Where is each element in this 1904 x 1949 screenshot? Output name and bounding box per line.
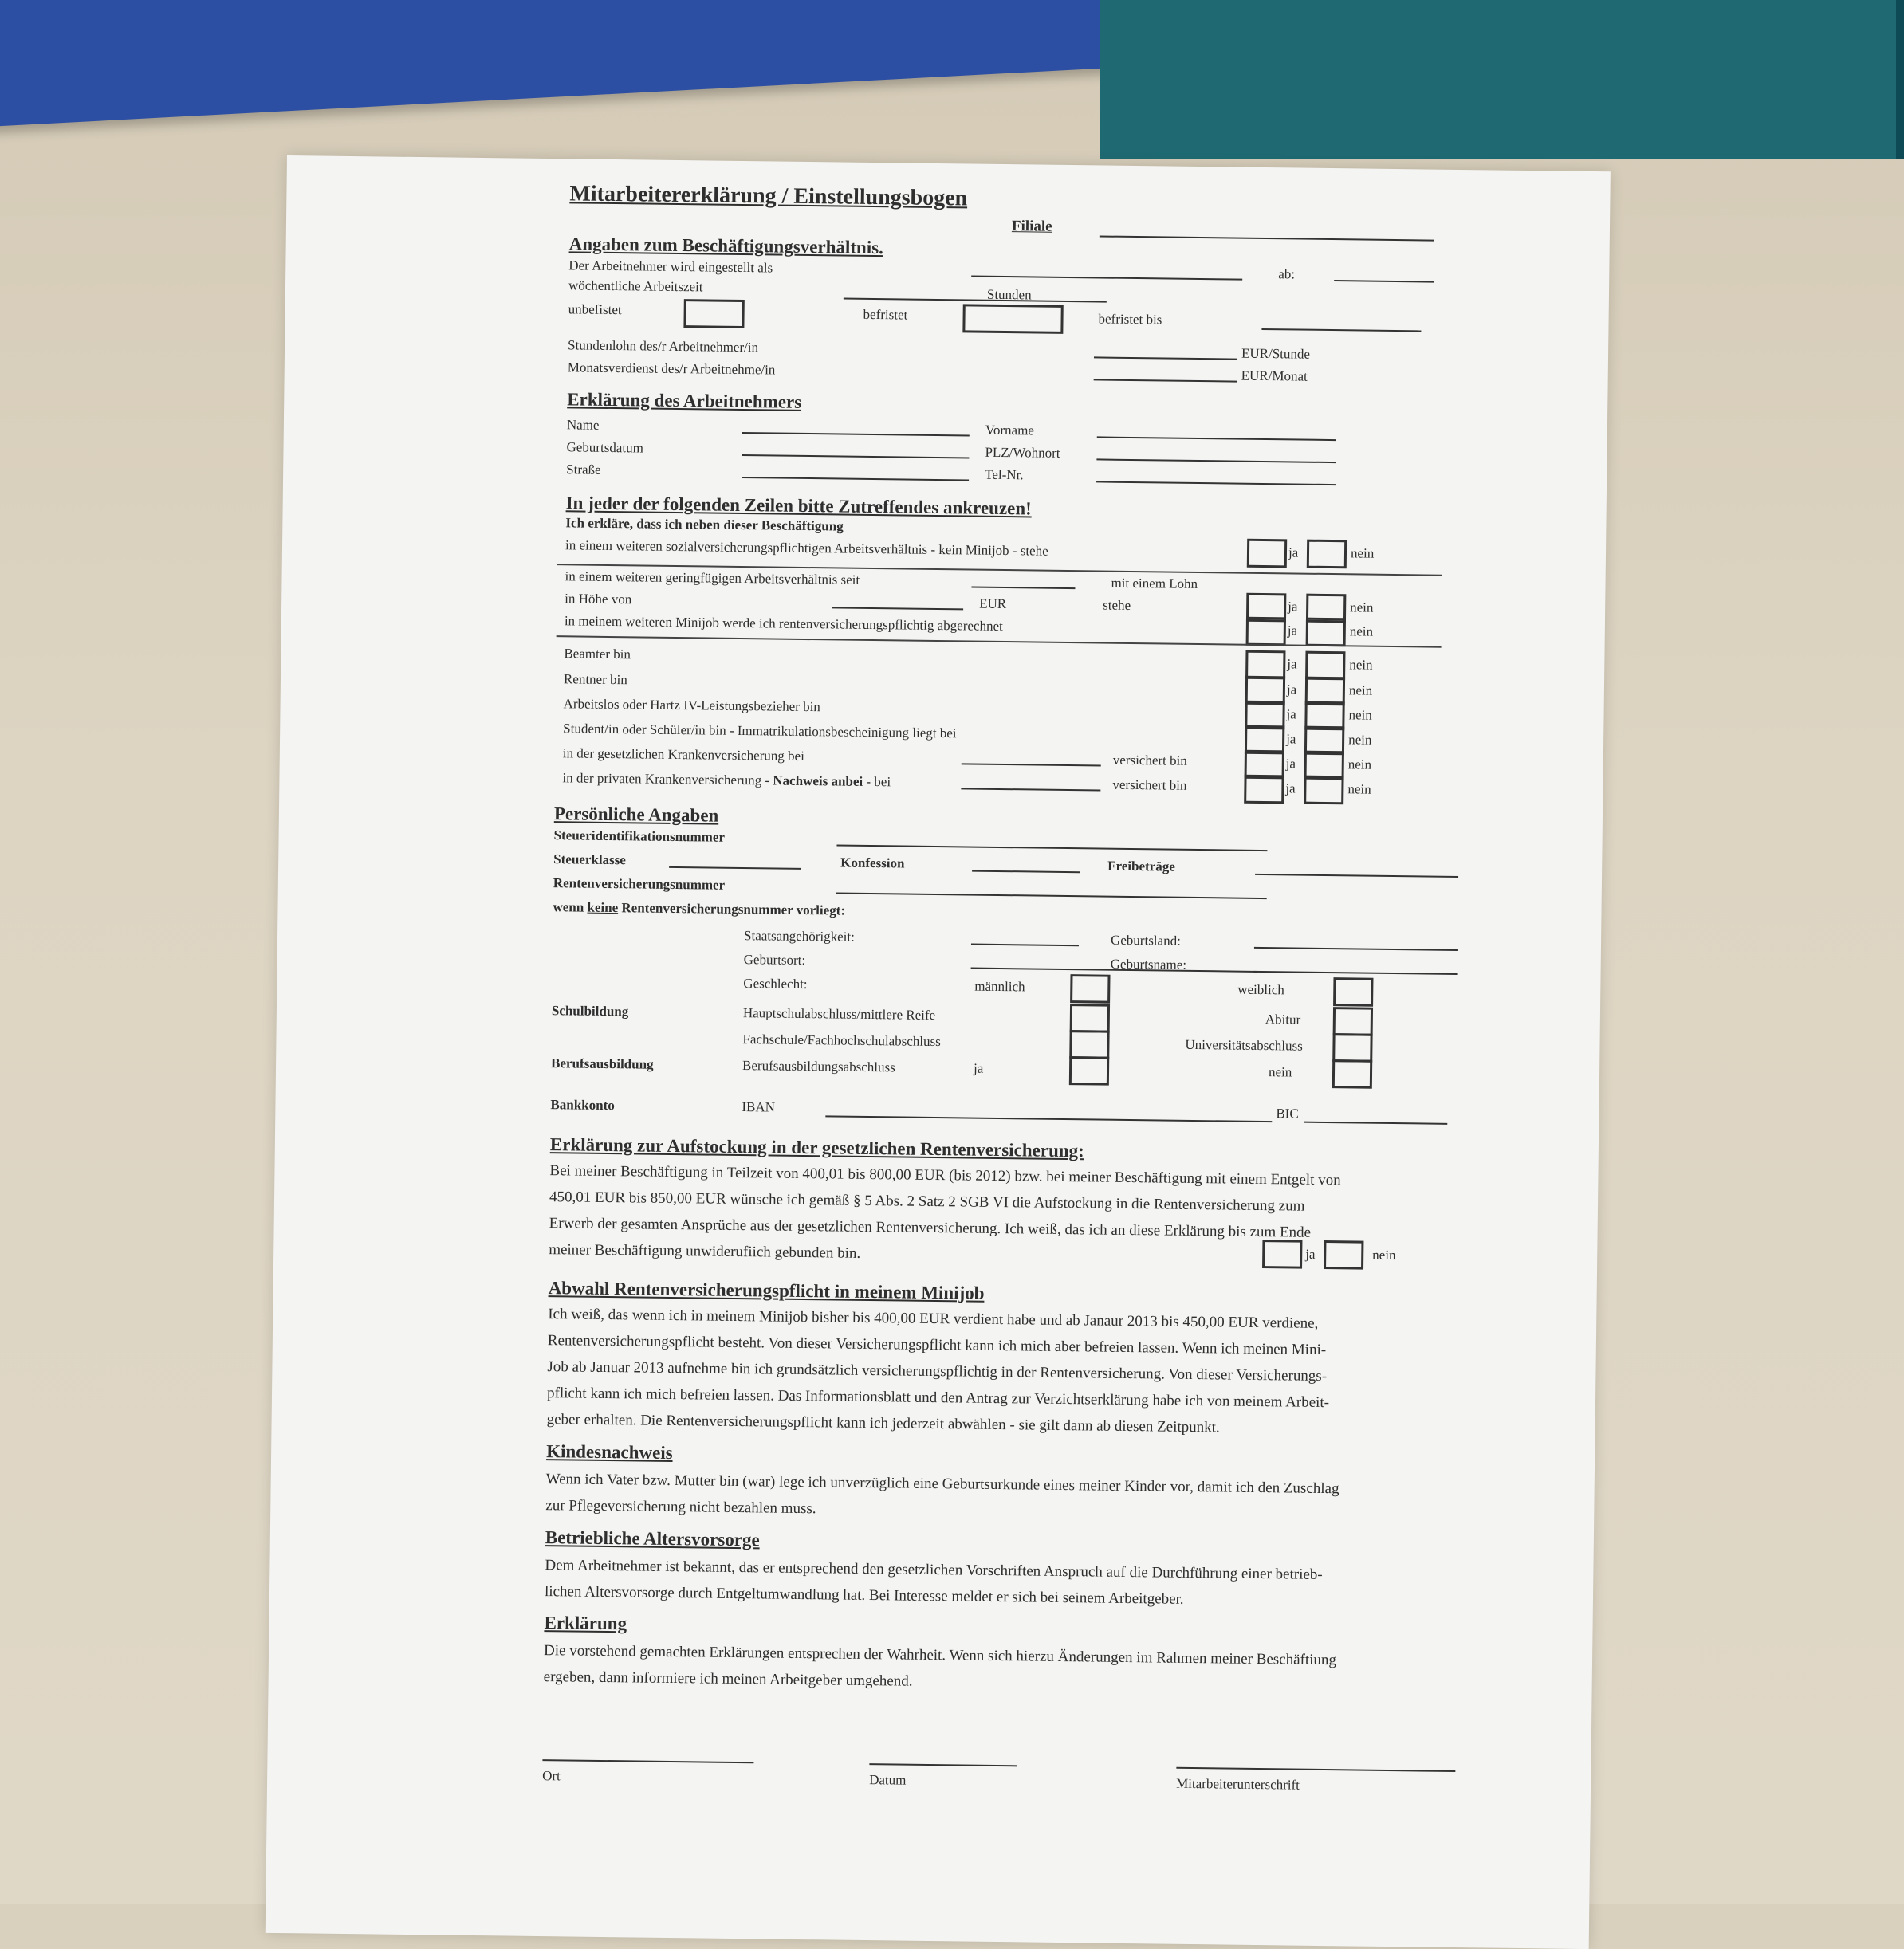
student-label: Student/in oder Schüler/in bin - Immatrikulationsbescheinigung liegt bei xyxy=(563,721,957,741)
ort-field[interactable] xyxy=(542,1759,753,1763)
fach-checkbox[interactable] xyxy=(1069,1030,1109,1059)
teal-folder xyxy=(1100,0,1904,159)
privat-label-a: in der privaten Krankenversicherung - xyxy=(562,770,773,788)
abwahl-line: Rentenversicherungspflicht besteht. Von dieser Versicherungspflicht kann ich mich aber befreien lassen. Wenn ich meinen Mini- xyxy=(547,1332,1327,1359)
berufsabschluss-ja-label: ja xyxy=(973,1060,984,1076)
iban-label: IBAN xyxy=(742,1099,776,1115)
aufstockung-line: 450,01 EUR bis 850,00 EUR wünsche ich gemäß § 5 Abs. 2 Satz 2 SGB VI die Aufstockung in die Rentenversicherung zum xyxy=(549,1189,1305,1215)
filiale-label: Filiale xyxy=(1011,218,1052,235)
aufstockung-ja-checkbox[interactable] xyxy=(1262,1240,1302,1269)
row1-ja-checkbox[interactable] xyxy=(1247,539,1287,568)
befristet-bis-label: befristet bis xyxy=(1098,311,1162,328)
uni-label: Universitätsabschluss xyxy=(1185,1036,1303,1054)
section-arbeitnehmer-heading: Erklärung des Arbeitnehmers xyxy=(567,389,802,412)
gesetzlich-ja-label: ja xyxy=(1285,756,1296,772)
weiblich-checkbox[interactable] xyxy=(1333,977,1373,1007)
form-sheet xyxy=(266,155,1611,1949)
form-title: Mitarbeitererklärung / Einstellungsbogen xyxy=(569,181,968,211)
wenn-c: Rentenversicherungsnummer vorliegt: xyxy=(618,900,846,918)
geburtsdatum-field[interactable] xyxy=(742,454,969,458)
eur-monat-label: EUR/Monat xyxy=(1241,367,1308,384)
geburtsdatum-label: Geburtsdatum xyxy=(566,439,643,456)
row1-label: in einem weiteren sozialversicherungspflichtigen Arbeitsverhältnis - kein Minijob - stehe xyxy=(565,537,1048,559)
mit-lohn-label: mit einem Lohn xyxy=(1111,575,1198,591)
aufstockung-line: Bei meiner Beschäftigung in Teilzeit von 400,01 bis 800,00 EUR (bis 2012) bzw. bei meiner Beschäftigung mit einem Entgelt von xyxy=(549,1162,1341,1189)
haupt-checkbox[interactable] xyxy=(1070,1004,1110,1033)
position-field[interactable] xyxy=(971,275,1242,280)
aufstockung-line: Erwerb der gesamten Ansprüche aus der gesetzlichen Rentenversicherung. Ich weiß, das ich an diese Erklärung bis zum Ende xyxy=(549,1215,1312,1241)
privat-ja-label: ja xyxy=(1285,780,1296,796)
kindes-text xyxy=(545,1466,1339,1528)
berufsabschluss-nein-checkbox[interactable] xyxy=(1332,1059,1372,1089)
berufsausbildung-label: Berufsausbildung xyxy=(550,1055,654,1072)
abwahl-line: Job ab Januar 2013 aufnehme bin ich grundsätzlich versicherungspflichtig in der Rentenversicherung. Von dieser Versicherungs- xyxy=(547,1358,1328,1385)
maennlich-checkbox[interactable] xyxy=(1070,974,1110,1004)
abitur-label: Abitur xyxy=(1265,1012,1301,1028)
staat-field[interactable] xyxy=(971,944,1079,947)
row3-ja-checkbox[interactable] xyxy=(1246,617,1286,646)
arbeitslos-label: Arbeitslos oder Hartz IV-Leistungsbezieher bin xyxy=(563,696,820,715)
iban-field[interactable] xyxy=(825,1115,1272,1122)
vorname-field[interactable] xyxy=(1097,436,1336,441)
filiale-field[interactable] xyxy=(1100,235,1434,241)
plz-field[interactable] xyxy=(1096,458,1336,463)
stundenlohn-label: Stundenlohn des/r Arbeitnehmer/in xyxy=(568,337,759,356)
staat-label: Staatsangehörigkeit: xyxy=(743,928,856,945)
ankreuzen-intro: Ich erkläre, dass ich neben dieser Beschäftigung xyxy=(565,515,844,534)
section-beschaeftigung-heading: Angaben zum Beschäftigungsverhältnis. xyxy=(568,234,884,258)
konfession-label: Konfession xyxy=(840,855,905,871)
student-ja-label: ja xyxy=(1286,731,1296,747)
student-nein-label: nein xyxy=(1348,732,1372,748)
privat-label-c: - bei xyxy=(863,773,891,790)
stunden-label: Stunden xyxy=(986,286,1032,303)
steuerklasse-field[interactable] xyxy=(669,866,801,870)
datum-label: Datum xyxy=(869,1772,907,1788)
berufsabschluss-nein-label: nein xyxy=(1268,1064,1292,1080)
abwahl-line: Ich weiß, das wenn ich in meinem Minijob bisher bis 400,00 EUR verdient habe und ab Janaur 2013 bis 450,00 EUR verdiene, xyxy=(548,1306,1319,1332)
kindes-line: Wenn ich Vater bzw. Mutter bin (war) lege ich unverzüglich eine Geburtsurkunde eines meiner Kinder vor, damit ich den Zuschlag xyxy=(545,1471,1339,1498)
erklaerung-text xyxy=(544,1637,1337,1699)
datum-field[interactable] xyxy=(869,1763,1017,1766)
geburtsland-label: Geburtsland: xyxy=(1110,932,1181,949)
uni-checkbox[interactable] xyxy=(1332,1033,1372,1063)
teal-folder-edge xyxy=(1896,0,1904,159)
hoehe-field[interactable] xyxy=(832,607,963,610)
geschlecht-label: Geschlecht: xyxy=(743,976,808,992)
strasse-label: Straße xyxy=(566,462,601,477)
arbeitslos-nein-label: nein xyxy=(1348,707,1372,723)
unterschrift-label: Mitarbeiterunterschrift xyxy=(1176,1775,1300,1793)
gesetzlich-nein-label: nein xyxy=(1347,756,1372,772)
rvnr-field[interactable] xyxy=(836,892,1267,899)
befristet-checkbox[interactable] xyxy=(962,304,1063,334)
bankkonto-label: Bankkonto xyxy=(550,1097,615,1114)
tel-field[interactable] xyxy=(1096,481,1336,485)
alters-text xyxy=(545,1552,1323,1614)
wenn-keine-label xyxy=(553,900,845,917)
row2-nein-label: nein xyxy=(1350,599,1374,615)
aufstockung-nein-label: nein xyxy=(1372,1247,1396,1263)
hours-field[interactable] xyxy=(844,298,1107,303)
monatsverdienst-label: Monatsverdienst des/r Arbeitnehme/in xyxy=(567,360,776,378)
unterschrift-field[interactable] xyxy=(1176,1767,1455,1772)
haupt-label: Hauptschulabschluss/mittlere Reife xyxy=(742,1005,936,1024)
abwahl-text xyxy=(546,1301,1330,1442)
bic-field[interactable] xyxy=(1304,1122,1447,1125)
row1-nein-checkbox[interactable] xyxy=(1307,540,1347,569)
gesetzlich-field[interactable] xyxy=(962,763,1101,766)
beamter-label: Beamter bin xyxy=(564,646,631,662)
erklaerung-line: ergeben, dann informiere ich meinen Arbeitgeber umgehend. xyxy=(543,1668,913,1690)
kindes-line: zur Pflegeversicherung nicht bezahlen muss. xyxy=(545,1497,816,1518)
eur-stunde-label: EUR/Stunde xyxy=(1241,345,1311,362)
section-aufstockung-heading: Erklärung zur Aufstockung in der gesetzlichen Rentenversicherung: xyxy=(549,1134,1084,1161)
aufstockung-text xyxy=(549,1157,1341,1272)
hoehe-label: in Höhe von xyxy=(565,591,632,607)
bic-label: BIC xyxy=(1276,1106,1299,1122)
eur-label: EUR xyxy=(979,595,1007,612)
konfession-field[interactable] xyxy=(972,870,1080,874)
privat-field[interactable] xyxy=(961,788,1100,791)
rentner-ja-label: ja xyxy=(1286,682,1297,697)
vorname-label: Vorname xyxy=(985,422,1035,438)
steuerid-label: Steueridentifikationsnummer xyxy=(553,827,726,845)
weiblich-label: weiblich xyxy=(1237,981,1284,998)
arbeitszeit-label: wöchentliche Arbeitszeit xyxy=(568,277,703,295)
maennlich-label: männlich xyxy=(974,978,1025,995)
gesetzlich-label: in der gesetzlichen Krankenversicherung bei xyxy=(562,745,805,764)
privat-label xyxy=(562,771,891,788)
row3-nein-label: nein xyxy=(1349,623,1374,639)
schulbildung-label: Schulbildung xyxy=(551,1003,629,1020)
eingestellt-label: Der Arbeitnehmer wird eingestellt als xyxy=(568,257,773,276)
befristet-label: befristet xyxy=(863,306,908,323)
privat-versichert-label: versichert bin xyxy=(1112,776,1187,793)
section-ankreuzen-heading: In jeder der folgenden Zeilen bitte Zutreffendes ankreuzen! xyxy=(565,493,1032,519)
rentner-nein-label: nein xyxy=(1348,682,1373,698)
freibetraege-field[interactable] xyxy=(1255,874,1458,878)
row3-ja-label: ja xyxy=(1287,623,1298,639)
steuerid-field[interactable] xyxy=(836,844,1267,851)
plz-label: PLZ/Wohnort xyxy=(985,444,1060,461)
unbefristet-label: unbefistet xyxy=(568,301,622,318)
stehe-label: stehe xyxy=(1103,597,1131,613)
alters-line: lichen Altersvorsorge durch Entgeltumwandlung hat. Bei Interesse meldet er sich bei seinem Arbeitgeber. xyxy=(544,1583,1184,1608)
row2-ja-label: ja xyxy=(1288,599,1298,615)
befristet-bis-field[interactable] xyxy=(1261,328,1421,332)
beamter-nein-label: nein xyxy=(1349,657,1373,673)
gesetzlich-versichert-label: versichert bin xyxy=(1112,752,1187,768)
alters-line: Dem Arbeitnehmer ist bekannt, das er entsprechend den gesetzlichen Vorschriften Anspruch auf die Durchführung einer betrieb- xyxy=(545,1557,1323,1583)
abitur-checkbox[interactable] xyxy=(1333,1007,1373,1036)
tel-label: Tel-Nr. xyxy=(985,466,1024,483)
row3-label: in meinem weiteren Minijob werde ich rentenversicherungspflichtig abgerechnet xyxy=(564,613,1003,635)
stundenlohn-field[interactable] xyxy=(1094,356,1237,360)
arbeitslos-ja-label: ja xyxy=(1286,706,1296,722)
geburtsname-label: Geburtsname: xyxy=(1110,956,1187,973)
geburtsort-label: Geburtsort: xyxy=(743,952,806,969)
berufsabschluss-label: Berufsausbildungsabschluss xyxy=(742,1058,895,1075)
privat-nein-label: nein xyxy=(1347,781,1371,797)
aufstockung-ja-label: ja xyxy=(1305,1246,1316,1262)
wenn-a: wenn xyxy=(553,899,588,915)
row3-nein-checkbox[interactable] xyxy=(1306,618,1346,647)
section-abwahl-heading: Abwahl Rentenversicherungspflicht in meinem Minijob xyxy=(548,1278,985,1303)
freibetraege-label: Freibeträge xyxy=(1107,858,1175,874)
nachweis-anbei-label: Nachweis anbei xyxy=(773,772,863,789)
strasse-field[interactable] xyxy=(742,477,969,481)
steuerklasse-label: Steuerklasse xyxy=(553,851,627,868)
ort-label: Ort xyxy=(542,1768,561,1784)
row1-nein-label: nein xyxy=(1350,545,1375,561)
berufsabschluss-ja-checkbox[interactable] xyxy=(1069,1056,1109,1086)
abwahl-line: pflicht kann ich mich befreien lassen. Das Informationsblatt und den Antrag zur Verzichtserklärung habe ich von meinem Arbeit- xyxy=(546,1385,1330,1412)
row2-label: in einem weiteren geringfügigen Arbeitsverhältnis seit xyxy=(565,568,860,587)
name-field[interactable] xyxy=(742,432,970,436)
rentner-label: Rentner bin xyxy=(563,671,627,688)
monatsverdienst-field[interactable] xyxy=(1094,379,1237,382)
aufstockung-nein-checkbox[interactable] xyxy=(1324,1240,1363,1270)
name-label: Name xyxy=(566,417,600,433)
section-kindes-heading: Kindesnachweis xyxy=(546,1441,673,1464)
row2-since-field[interactable] xyxy=(971,587,1075,590)
abwahl-line: geber erhalten. Die Rentenversicherungspflicht kann ich jederzeit abwählen - sie gilt dann ab diesen Zeitpunkt. xyxy=(546,1411,1220,1436)
erklaerung-line: Die vorstehend gemachten Erklärungen entsprechen der Wahrheit. Wenn sich hierzu Änderungen im Rahmen meiner Beschäftiung xyxy=(543,1642,1337,1669)
wenn-b: keine xyxy=(587,899,619,916)
aufstockung-line: meiner Beschäftigung unwiderufiich gebunden bin. xyxy=(549,1241,861,1262)
start-date-field[interactable] xyxy=(1334,280,1434,283)
ab-label: ab: xyxy=(1278,266,1296,282)
section-alters-heading: Betriebliche Altersvorsorge xyxy=(545,1527,760,1550)
privat-nein-checkbox[interactable] xyxy=(1304,776,1343,805)
unbefristet-checkbox[interactable] xyxy=(683,299,744,328)
privat-ja-checkbox[interactable] xyxy=(1244,775,1284,804)
section-persoenlich-heading: Persönliche Angaben xyxy=(553,804,719,826)
row1-ja-label: ja xyxy=(1288,544,1299,560)
beamter-ja-label: ja xyxy=(1287,656,1297,672)
rvnr-label: Rentenversicherungsnummer xyxy=(553,875,726,893)
section-erklaerung-heading: Erklärung xyxy=(544,1613,627,1634)
geburtsname-field[interactable] xyxy=(1254,971,1458,975)
fach-label: Fachschule/Fachhochschulabschluss xyxy=(742,1031,941,1050)
geburtsland-field[interactable] xyxy=(1254,947,1458,951)
